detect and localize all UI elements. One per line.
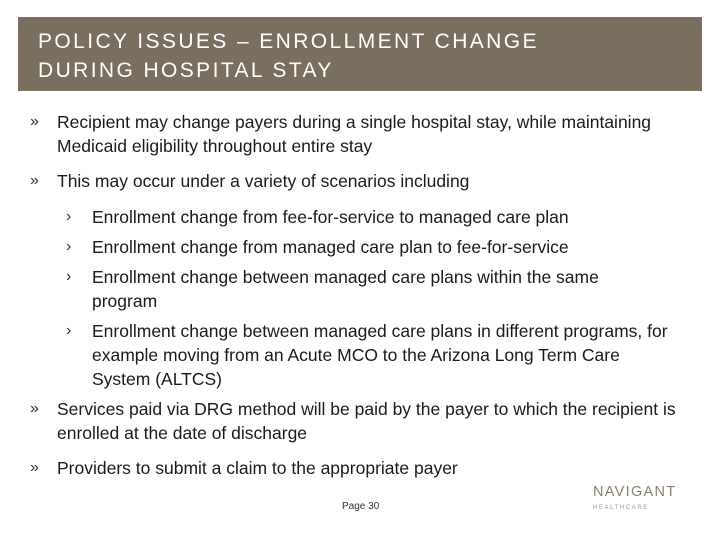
sub-bullet-item: [66, 319, 680, 391]
sub-bullet-item: [66, 205, 690, 229]
logo-subtitle: HEALTHCARE: [593, 505, 649, 511]
bullet-marker: »: [30, 172, 39, 189]
bullet-item: [30, 169, 690, 193]
bullet-item: [30, 110, 690, 158]
sub-bullet-text: Enrollment change from managed care plan to fee-for-service: [92, 237, 569, 257]
sub-bullet-item: [66, 235, 690, 259]
bullet-item: [30, 456, 690, 480]
sub-bullet-text: Enrollment change between managed care plans within the same program: [92, 267, 599, 311]
sub-bullet-marker: ›: [66, 238, 72, 255]
bullet-marker: »: [30, 400, 39, 417]
slide-title-line-2: DURING HOSPITAL STAY: [38, 59, 334, 82]
bullet-text: Services paid via DRG method will be paid by the payer to which the recipient is enrolled at the date of discharge: [57, 399, 676, 443]
bullet-text: Providers to submit a claim to the appropriate payer: [57, 458, 458, 478]
sub-bullet-text: Enrollment change between managed care plans in different programs, for example moving from an Acute MCO to the Arizona Long Term Care System (ALTCS): [92, 321, 668, 389]
slide-title-line-1: POLICY ISSUES – ENROLLMENT CHANGE: [38, 30, 539, 53]
bullet-marker: »: [30, 113, 39, 130]
sub-bullet-marker: ›: [66, 322, 72, 339]
sub-bullet-marker: ›: [66, 208, 72, 225]
page-number: Page 30: [342, 501, 380, 512]
bullet-item: [30, 397, 680, 445]
sub-bullet-item: [66, 265, 666, 313]
bullet-text: Recipient may change payers during a single hospital stay, while maintaining Medicaid eligibility throughout entire stay: [57, 112, 652, 156]
logo-wordmark: NAVIGANT: [593, 484, 677, 500]
sub-bullet-marker: ›: [66, 268, 72, 285]
bullet-text: This may occur under a variety of scenarios including: [57, 171, 470, 191]
bullet-marker: »: [30, 459, 39, 476]
sub-bullet-text: Enrollment change from fee-for-service to managed care plan: [92, 207, 569, 227]
navigant-logo: [593, 484, 693, 514]
